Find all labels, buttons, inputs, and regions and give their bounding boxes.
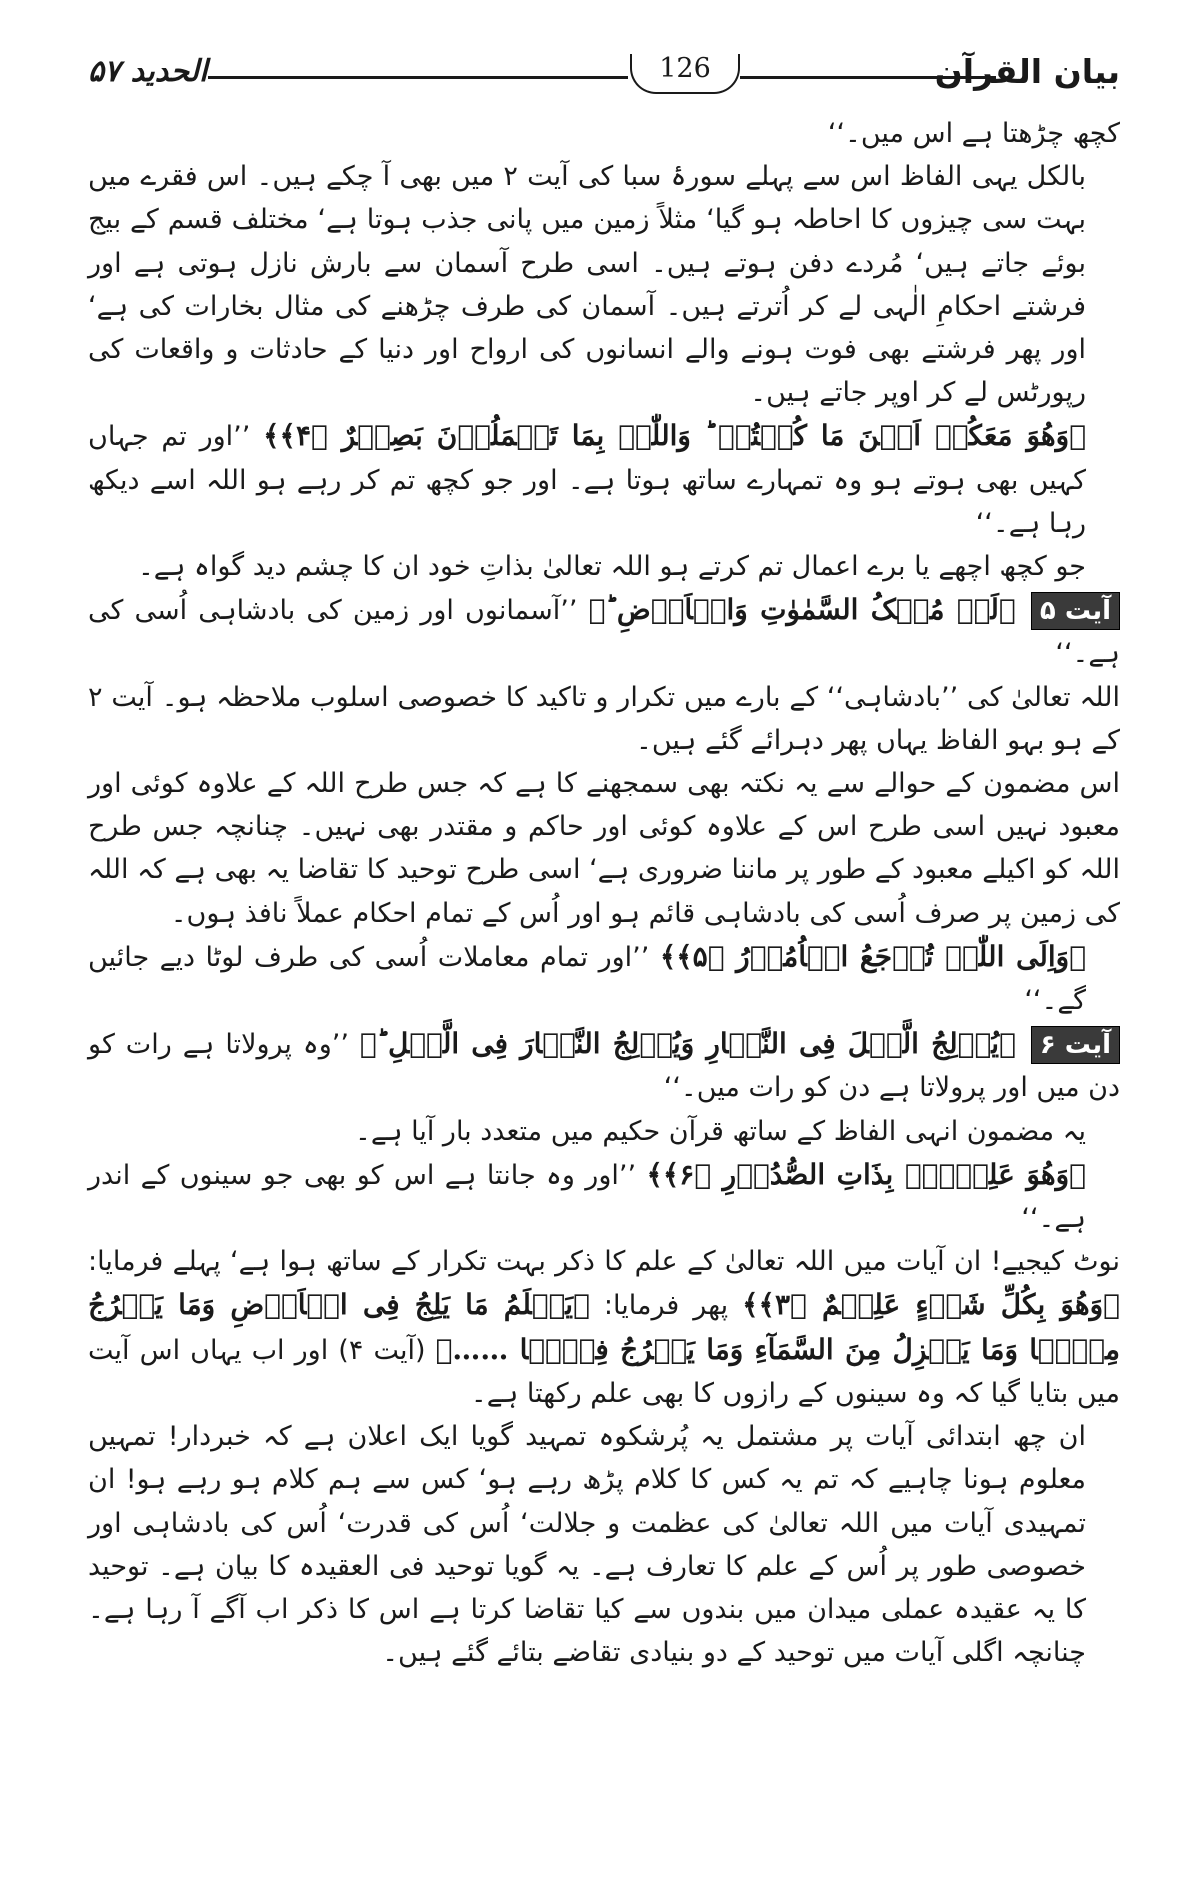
ayah-label: آیت ۵ bbox=[1031, 592, 1120, 630]
paragraph: بالکل یہی الفاظ اس سے پہلے سورۂ سبا کی آیت ۲ میں بھی آ چکے ہیں۔ اس فقرے میں بہت سی چیزوں کا احاطہ ہو گیا‘ مثلاً زمین میں پانی جذب ہوتا ہے‘ مختلف قسم کے بیج بوئے جاتے ہیں‘ مُردے دفن ہوتے ہیں۔ اسی طرح آسمان سے بارش نازل ہوتی ہے اور فرشتے احکامِ الٰہی لے کر اُترتے ہیں۔ آسمان کی طرف چڑھنے کی مثال بخارات کی ہے‘ اور پھر فرشتے بھی فوت ہونے والے انسانوں کی ارواح اور دنیا کے حادثات و واقعات کی رپورٹس لے کر اوپر جاتے ہیں۔ bbox=[88, 161, 1086, 409]
verse-block bbox=[88, 1153, 1120, 1240]
verse-translation: ’’وہ پرولاتا ہے رات کو دن میں اور پرولاتا ہے دن کو رات میں۔‘‘ bbox=[88, 1029, 1120, 1104]
paragraph: جو کچھ اچھے یا برے اعمال تم کرتے ہو اللہ تعالیٰ بذاتِ خود ان کا چشم دید گواہ ہے۔ bbox=[137, 551, 1086, 583]
quran-verse: ﴿لَہٗ مُلۡکُ السَّمٰوٰتِ وَالۡاَرۡضِ ؕ﴾ bbox=[588, 593, 1016, 627]
quran-verse: ﴿یَعۡلَمُ مَا یَلِجُ فِی الۡاَرۡضِ وَمَا یَخۡرُجُ مِنۡہَا وَمَا یَنۡزِلُ مِنَ السَّمَآءِ وَمَا یَعۡرُجُ فِیۡہَا ……﴾ bbox=[88, 1288, 1120, 1366]
ayah-label: آیت ۶ bbox=[1031, 1026, 1120, 1064]
paragraph: اس مضمون کے حوالے سے یہ نکتہ بھی سمجھنے کا ہے کہ جس طرح اللہ کے علاوہ کوئی اور معبود نہیں اسی طرح اس کے علاوہ کوئی اور حاکم و مقتدر بھی نہیں۔ چنانچہ جس طرح اللہ کو اکیلے معبود کے طور پر ماننا ضروری ہے‘ اسی طرح توحید کا تقاضا یہ بھی ہے کہ اللہ کی زمین پر صرف اُسی کی بادشاہی قائم ہو اور اُس کے تمام احکام عملاً نافذ ہوں۔ bbox=[88, 768, 1120, 929]
paragraph: اللہ تعالیٰ کی ’’بادشاہی‘‘ کے بارے میں تکرار و تاکید کا خصوصی اسلوب ملاحظہ ہو۔ آیت ۲ کے ہو بہو الفاظ یہاں پھر دہرائے گئے ہیں۔ bbox=[88, 681, 1120, 756]
header-rule-left bbox=[208, 76, 628, 79]
quran-verse: ﴿وَھُوَ عَلِیۡمٌۢ بِذَاتِ الصُّدُوۡرِ ﴿۶﴾﴾ bbox=[646, 1157, 1086, 1191]
paragraph-text: نوٹ کیجیے! ان آیات میں اللہ تعالیٰ کے علم کا ذکر بہت تکرار کے ساتھ ہوا ہے‘ پہلے فرمایا: bbox=[88, 1246, 1120, 1278]
paragraph: ان چھ ابتدائی آیات پر مشتمل یہ پُرشکوہ تمہید گویا ایک اعلان ہے کہ خبردار! تمہیں معلوم ہونا چاہیے کہ تم یہ کس کا کلام پڑھ رہے ہو‘ کس سے ہم کلام ہو رہے ہو! ان تمہیدی آیات میں اللہ تعالیٰ کی عظمت و جلالت‘ اُس کی قدرت‘ اُس کی بادشاہی اور خصوصی طور پر اُس کے علم کا تعارف ہے۔ یہ گویا توحید فی العقیدہ کا بیان ہے۔ توحید کا یہ عقیدہ عملی میدان میں بندوں سے کیا تقاضا کرتا ہے اس کا ذکر اب آگے آ رہا ہے۔ چنانچہ اگلی آیات میں توحید کے دو بنیادی تقاضے بتائے گئے ہیں۔ bbox=[88, 1421, 1086, 1669]
paragraph-text: (آیت ۴) اور اب یہاں اس آیت میں بتایا گیا کہ وہ سینوں کے رازوں کا بھی علم رکھتا ہے۔ bbox=[88, 1334, 1120, 1409]
verse-block bbox=[88, 414, 1120, 545]
verse-block bbox=[88, 1022, 1120, 1109]
book-title: بیان القرآن bbox=[934, 52, 1120, 91]
verse-translation: ’’اور تم جہاں کہیں بھی ہوتے ہو وہ تمہارے ساتھ ہوتا ہے۔ اور جو کچھ تم کر رہے ہو اللہ اسے دیکھ رہا ہے۔‘‘ bbox=[88, 421, 1086, 539]
page-number: 126 bbox=[630, 54, 740, 94]
verse-block bbox=[88, 935, 1120, 1022]
verse-translation: ’’اور وہ جانتا ہے اس کو بھی جو سینوں کے اندر ہے۔‘‘ bbox=[88, 1159, 1086, 1235]
quran-verse: ﴿وَھُوَ بِکُلِّ شَیۡءٍ عَلِیۡمٌ ﴿۳﴾﴾ bbox=[742, 1288, 1120, 1322]
paragraph-text: پھر فرمایا: bbox=[603, 1290, 729, 1322]
quran-verse: ﴿وَاِلَی اللّٰہِ تُرۡجَعُ الۡاُمُوۡرُ ﴿۵﴾﴾ bbox=[659, 939, 1086, 973]
surah-name: الحدید ۵۷ bbox=[88, 54, 208, 89]
paragraph: کچھ چڑھتا ہے اس میں۔‘‘ bbox=[827, 118, 1120, 149]
page-body bbox=[88, 112, 1120, 1792]
quran-verse: ﴿یُوۡلِجُ الَّیۡلَ فِی النَّہَارِ وَیُوۡلِجُ النَّہَارَ فِی الَّیۡلِ ؕ﴾ bbox=[359, 1027, 1016, 1061]
verse-translation: ’’اور تمام معاملات اُسی کی طرف لوٹا دیے جائیں گے۔‘‘ bbox=[88, 941, 1086, 1017]
paragraph: یہ مضمون انہی الفاظ کے ساتھ قرآن حکیم میں متعدد بار آیا ہے۔ bbox=[355, 1115, 1086, 1147]
verse-block bbox=[88, 588, 1120, 675]
paragraph bbox=[88, 1240, 1120, 1415]
quran-verse: ﴿وَھُوَ مَعَکُمۡ اَیۡنَ مَا کُنۡتُمۡ ؕ وَاللّٰہُ بِمَا تَعۡمَلُوۡنَ بَصِیۡرٌ ﴿۴﴾﴾ bbox=[263, 419, 1087, 453]
page-header bbox=[88, 50, 1120, 100]
verse-translation: ’’آسمانوں اور زمین کی بادشاہی اُسی کی ہے۔‘‘ bbox=[88, 595, 1120, 670]
